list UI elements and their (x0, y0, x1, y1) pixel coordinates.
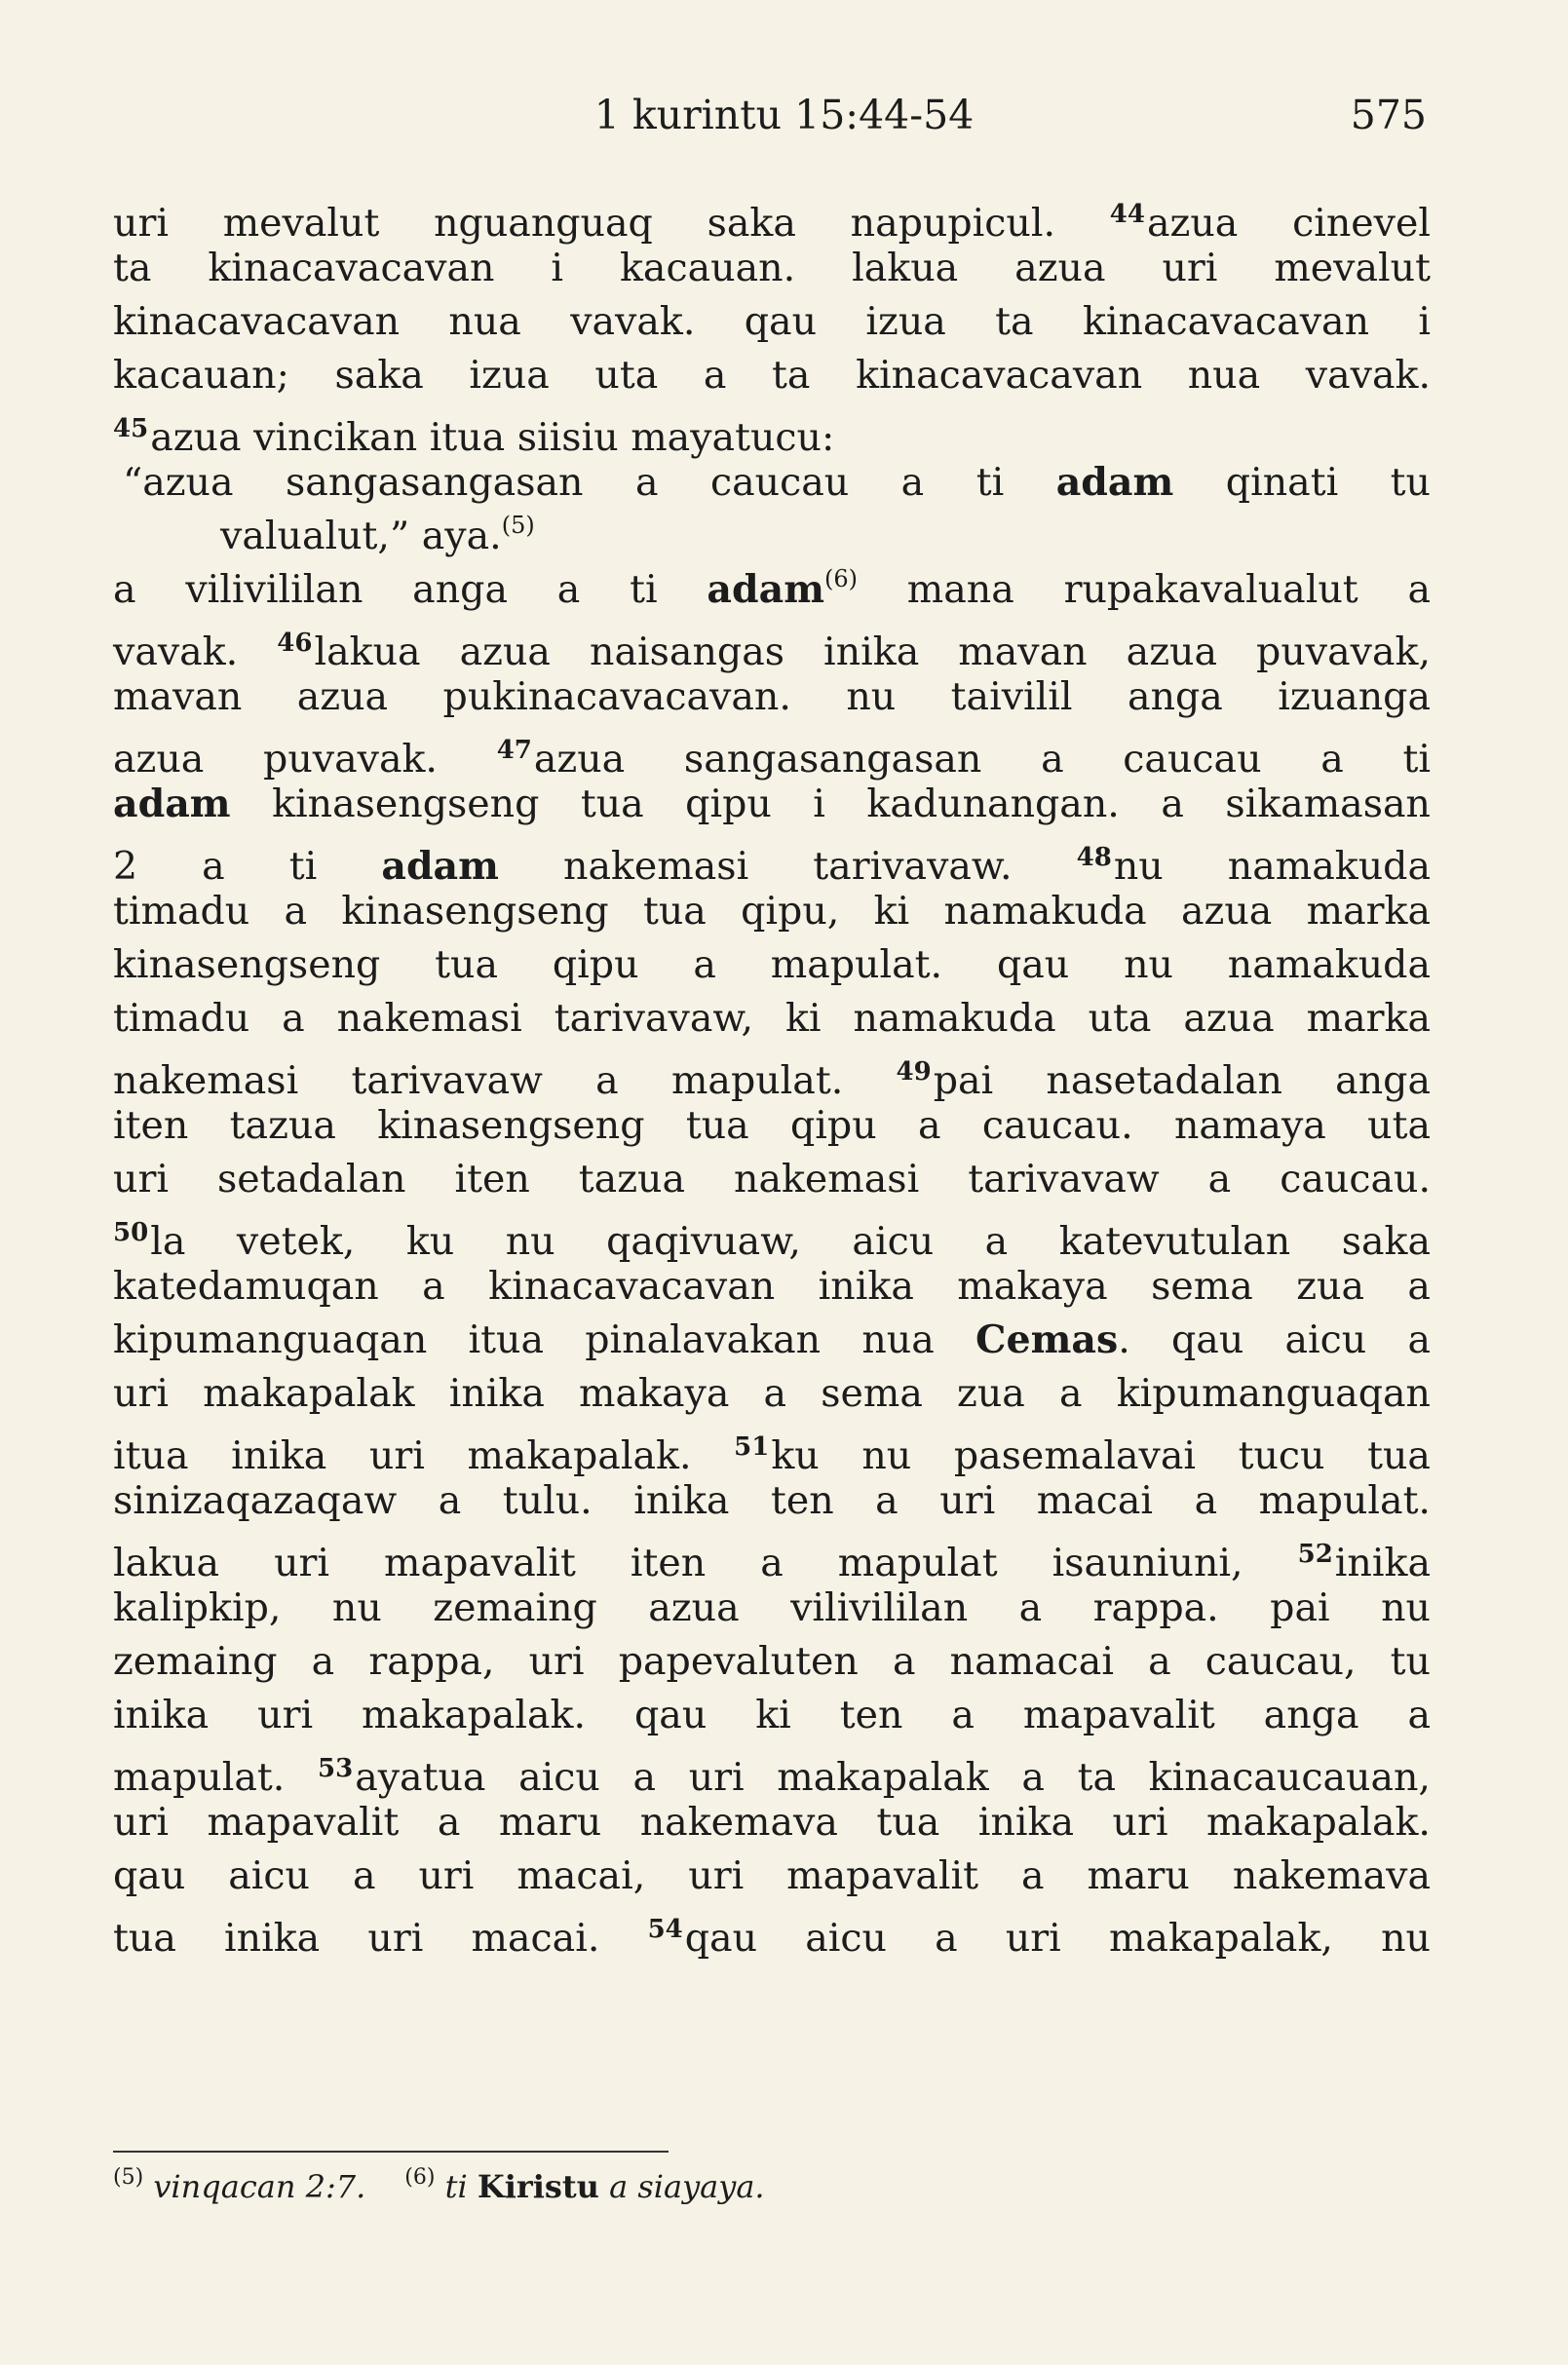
text-run: itua inika uri makapalak. (113, 1433, 735, 1478)
text-run: tua inika uri macai. (113, 1916, 648, 1961)
text-line (113, 1796, 1431, 1850)
text-run: . qau aicu a (1118, 1317, 1431, 1362)
text-line (113, 349, 1431, 402)
text-run: uri setadalan iten tazua nakemasi tarivavaw a caucau. (113, 1157, 1431, 1202)
text-line (113, 242, 1431, 295)
text-run: iten tazua kinasengseng tua qipu a caucau. namaya uta (113, 1103, 1431, 1148)
text-line (113, 831, 1431, 889)
text-line (113, 1742, 1431, 1800)
text-run: azua cinevel (1146, 201, 1431, 246)
text-run: katedamuqan a kinacavacavan inika makaya sema zua a (113, 1264, 1431, 1309)
text-line (113, 1314, 1431, 1367)
text-line (113, 1099, 1431, 1153)
text-line (113, 992, 1431, 1046)
text-line (113, 938, 1431, 992)
text-line (113, 402, 1431, 460)
verse-number: 54 (647, 1915, 683, 1944)
text-run: kipumanguaqan itua pinalavakan nua (113, 1317, 975, 1362)
text-run: 2 a ti (113, 844, 382, 889)
footnote-number: (6) (404, 2165, 436, 2191)
verse-number: 49 (896, 1057, 932, 1087)
text-line (113, 1206, 1431, 1264)
verse-number: 44 (1109, 200, 1145, 229)
text-run: qau aicu a uri macai, uri mapavalit a maru nakemava (113, 1853, 1431, 1898)
text-line (113, 1850, 1431, 1903)
footnote-text: ti (444, 2168, 478, 2205)
text-line (113, 1903, 1431, 1961)
text-run: “azua sangasangasan a caucau a ti (123, 460, 1056, 505)
text-line (113, 1474, 1431, 1528)
footnote (404, 2165, 765, 2205)
text-run: uri mevalut nguanguaq saka napupicul. (113, 201, 1110, 246)
text-run: qau aicu a uri makapalak, nu (684, 1916, 1431, 1961)
verse-number: 46 (277, 629, 313, 658)
verse-number: 52 (1297, 1540, 1333, 1569)
text-line (113, 724, 1431, 782)
verse-number: 53 (318, 1754, 354, 1783)
text-run: kalipkip, nu zemaing azua vilivililan a rappa. pai nu (113, 1585, 1431, 1630)
text-run: zemaing a rappa, uri papevaluten a namacai a caucau, tu (113, 1639, 1431, 1684)
bold-term: adam (1055, 460, 1174, 505)
text-run: lakua azua naisangas inika mavan azua puvavak, (314, 629, 1432, 674)
page-number: 575 (1350, 92, 1427, 138)
bold-term: adam (381, 844, 499, 889)
text-line (113, 188, 1431, 246)
text-line (113, 1421, 1431, 1478)
footnote (113, 2165, 366, 2205)
text-run: azua sangasangasan a caucau a ti (533, 737, 1431, 782)
text-line (113, 1260, 1431, 1314)
text-run: valualut,” aya. (220, 514, 502, 558)
footnote-rule (113, 2151, 669, 2153)
footnote-text: vinqacan 2:7. (153, 2168, 366, 2205)
verse-number: 50 (113, 1218, 149, 1247)
chapter-reference: 1 kurintu 15:44-54 (593, 92, 975, 138)
text-line (113, 778, 1431, 831)
text-line (113, 510, 1431, 563)
text-line (113, 1153, 1431, 1206)
page-header (0, 92, 1568, 150)
text-run: ta kinacavacavan i kacauan. lakua azua uri mevalut (113, 246, 1431, 290)
footnote-bold-term: Kiristu (477, 2168, 599, 2205)
text-run: azua puvavak. (113, 737, 497, 782)
text-line (113, 1582, 1431, 1635)
text-line (113, 456, 1431, 510)
text-line (113, 885, 1431, 938)
text-run: ayatua aicu a uri makapalak a ta kinacaucauan, (355, 1755, 1431, 1800)
text-run: la vetek, ku nu qaqivuaw, aicu a katevutulan saka (150, 1219, 1431, 1264)
text-run: nu namakuda (1113, 844, 1431, 889)
text-run: a vilivililan anga a ti (113, 567, 708, 612)
verse-number: 48 (1076, 843, 1112, 872)
bold-term: adam (707, 567, 825, 612)
text-line (113, 563, 1431, 617)
body-text (113, 188, 1432, 1961)
text-run: kinasengseng tua qipu i kadunangan. a sikamasan (230, 782, 1431, 826)
text-run: ku nu pasemalavai tucu tua (771, 1433, 1431, 1478)
text-line (113, 1528, 1431, 1585)
verse-number: 47 (496, 736, 532, 765)
text-run: kacauan; saka izua uta a ta kinacavacavan nua vavak. (113, 353, 1431, 398)
text-run: nakemasi tarivavaw. (498, 844, 1077, 889)
text-line (113, 617, 1432, 674)
text-run: uri mapavalit a maru nakemava tua inika uri makapalak. (113, 1800, 1431, 1845)
footnote-text: a siayaya. (598, 2168, 765, 2205)
verse-number: 45 (113, 414, 149, 443)
text-run: mana rupakavalualut a (858, 567, 1431, 612)
text-run: pai nasetadalan anga (933, 1058, 1431, 1103)
verse-number: 51 (734, 1432, 770, 1462)
text-run: timadu a nakemasi tarivavaw, ki namakuda uta azua marka (113, 996, 1431, 1041)
text-run: kinasengseng tua qipu a mapulat. qau nu namakuda (113, 942, 1431, 987)
text-run: mapulat. (113, 1755, 318, 1800)
footnote-marker: (6) (824, 564, 859, 592)
text-run: vavak. (113, 629, 278, 674)
footnote-marker: (5) (501, 511, 535, 539)
footnotes (113, 2165, 804, 2205)
text-run: sinizaqazaqaw a tulu. inika ten a uri macai a mapulat. (113, 1478, 1431, 1523)
text-run: timadu a kinasengseng tua qipu, ki namakuda azua marka (113, 889, 1431, 934)
text-line (113, 1689, 1431, 1742)
text-run: kinacavacavan nua vavak. qau izua ta kinacavacavan i (113, 299, 1431, 344)
text-line (113, 295, 1431, 349)
text-line (113, 1635, 1431, 1689)
text-run: uri makapalak inika makaya a sema zua a kipumanguaqan (113, 1371, 1431, 1416)
text-run: inika (1334, 1541, 1431, 1585)
text-run: azua vincikan itua siisiu mayatucu: (150, 415, 835, 460)
text-line (113, 1367, 1431, 1421)
bold-term: adam (113, 782, 231, 826)
text-run: qinati tu (1173, 460, 1431, 505)
text-run: nakemasi tarivavaw a mapulat. (113, 1058, 897, 1103)
text-run: mavan azua pukinacavacavan. nu taivilil anga izuanga (113, 674, 1431, 719)
bold-term: Cemas (975, 1317, 1119, 1362)
text-line (113, 1046, 1431, 1103)
text-line (113, 670, 1431, 724)
text-run: inika uri makapalak. qau ki ten a mapavalit anga a (113, 1693, 1431, 1737)
text-run: lakua uri mapavalit iten a mapulat isauniuni, (113, 1541, 1298, 1585)
footnote-number: (5) (113, 2165, 144, 2191)
